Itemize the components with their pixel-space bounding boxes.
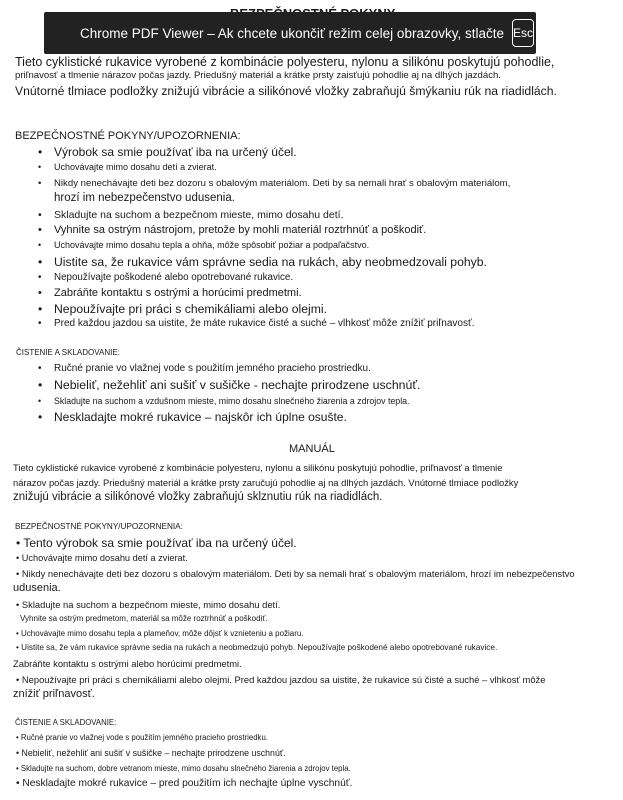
page2-safety-heading: BEZPEČNOSTNÉ POKYNY/UPOZORNENIA: bbox=[15, 522, 183, 531]
page2-cleaning-item: • Ručné pranie vo vlažnej vode s použitím jemného pracieho prostriedku. bbox=[16, 733, 268, 742]
page2-line: • Skladujte na suchom a bezpečnom mieste, mimo dosahu detí. bbox=[16, 599, 281, 610]
page2-line: Vyhnite sa ostrým predmetom, materiál sa môže roztrhnúť a poškodiť. bbox=[20, 614, 268, 623]
page1-cleaning-item: • Nebieliť, nežehliť ani sušiť v sušičke - nechajte prirodzene uschnúť. bbox=[54, 378, 420, 392]
page2-cleaning-item: • Nebieliť, nežehliť ani sušiť v sušičke – nechajte prirodzene uschnúť. bbox=[16, 748, 286, 758]
page2-cleaning-heading: ČISTENIE A SKLADOVANIE: bbox=[15, 718, 117, 727]
page2-intro-line: Tieto cyklistické rukavice vyrobené z kombinácie polyesteru, nylonu a silikónu poskytujú pohodlie, priľnavosť a tlmenie bbox=[13, 462, 503, 473]
page2-line: Zabráňte kontaktu s ostrými alebo horúcimi predmetmi. bbox=[13, 658, 242, 669]
page2-line: • Uchovávajte mimo dosahu tepla a plameňov, môže dôjsť k vznieteniu a požiaru. bbox=[16, 629, 304, 638]
page2-line-text: Uistite sa, že vám rukavice správne sedia na rukách a neobmedzujú pohyb. Nepoužívajte poškodené alebo opotrebované rukavice. bbox=[21, 643, 498, 652]
page1-safety-item: • Uchovávajte mimo dosahu detí a zvierat. bbox=[54, 162, 217, 172]
page1-safety-item: • Nepoužívajte poškodené alebo opotrebované rukavice. bbox=[54, 272, 293, 283]
page2-line-text: Nepoužívajte pri práci s chemikáliami alebo olejmi. Pred každou jazdou sa uistite, že rukavice sú čisté a suché – vlhkosť môže bbox=[21, 674, 546, 685]
page1-safety-item: • Výrobok sa smie používať iba na určený účel. bbox=[54, 145, 297, 159]
fullscreen-message: Chrome PDF Viewer – Ak chcete ukončiť režim celej obrazovky, stlačte bbox=[80, 25, 504, 41]
page1-safety-item: • Pred každou jazdou sa uistite, že máte rukavice čisté a suché – vlhkosť môže znížiť priľnavosť. bbox=[54, 318, 474, 329]
page1-safety-item: • Uchovávajte mimo dosahu tepla a ohňa, môže spôsobiť požiar a podpaľačstvo. bbox=[54, 240, 369, 250]
page2-line: • Uistite sa, že vám rukavice správne sedia na rukách a neobmedzujú pohyb. Nepoužívajte poškodené alebo opotrebované rukavice. bbox=[16, 643, 498, 652]
page1-cleaning-item: • Skladujte na suchom a vzdušnom mieste, mimo dosahu slnečného žiarenia a zdrojov tepla. bbox=[54, 396, 410, 406]
page2-line: • Nikdy nenechávajte deti bez dozoru s obalovým materiálom. Deti by sa nemali hrať s obalovým materiálom, hrozí im nebezpečenstvo bbox=[16, 568, 575, 579]
page2-line: znížiť priľnavosť. bbox=[13, 688, 95, 700]
page2-intro-line: nárazov počas jazdy. Priedušný materiál a krátke prsty zaručujú pohodlie aj na dlhých jazdách. Vnútorné tlmiace podložky bbox=[13, 477, 519, 488]
page1-intro-line: Vnútorné tlmiace podložky znižujú vibrácie a silikónové vložky zabraňujú šmýkaniu rúk na riadidlách. bbox=[15, 84, 557, 98]
page2-line: • Nepoužívajte pri práci s chemikáliami alebo olejmi. Pred každou jazdou sa uistite, že rukavice sú čisté a suché – vlhkosť môže bbox=[16, 674, 546, 685]
page1-safety-heading: BEZPEČNOSTNÉ POKYNY/UPOZORNENIA: bbox=[15, 130, 241, 142]
page1-safety-item: • Nikdy nenechávajte deti bez dozoru s obalovým materiálom. Deti by sa nemali hrať s obalovým materiálom, bbox=[54, 178, 510, 189]
page2-title: MANUÁL bbox=[289, 443, 335, 455]
page2-cleaning-item: • Skladujte na suchom, dobre vetranom mieste, mimo dosahu slnečného žiarenia a zdrojov tepla. bbox=[16, 764, 351, 773]
page2-cleaning-text: Skladujte na suchom, dobre vetranom mieste, mimo dosahu slnečného žiarenia a zdrojov tepla. bbox=[20, 764, 351, 773]
page2-cleaning-text: Ručné pranie vo vlažnej vode s použitím jemného pracieho prostriedku. bbox=[20, 733, 268, 742]
esc-key-button[interactable]: Esc bbox=[512, 19, 534, 47]
page1-intro-line: Tieto cyklistické rukavice vyrobené z kombinácie polyesteru, nylonu a silikónu poskytujú pohodlie, bbox=[15, 55, 555, 69]
page2-line-text: Uchovávajte mimo dosahu tepla a plameňov, môže dôjsť k vznieteniu a požiaru. bbox=[21, 629, 304, 638]
fullscreen-exit-notification bbox=[44, 12, 536, 54]
page2-line-text: Skladujte na suchom a bezpečnom mieste, mimo dosahu detí. bbox=[21, 599, 281, 610]
page2-line: • Tento výrobok sa smie používať iba na určený účel. bbox=[16, 536, 297, 550]
page2-cleaning-item: • Neskladajte mokré rukavice – pred použitím ich nechajte úplne vyschnúť. bbox=[16, 778, 353, 789]
page1-safety-item: • Zabráňte kontaktu s ostrými a horúcimi predmetmi. bbox=[54, 287, 302, 299]
page1-safety-item-cont: hrozí im nebezpečenstvo udusenia. bbox=[54, 192, 235, 204]
page2-line-text: Uchovávajte mimo dosahu detí a zvierat. bbox=[21, 553, 188, 563]
page1-cleaning-item: • Neskladajte mokré rukavice – najskôr ich úplne osušte. bbox=[54, 410, 347, 424]
page2-cleaning-text: Neskladajte mokré rukavice – pred použitím ich nechajte úplne vyschnúť. bbox=[22, 778, 353, 789]
page2-intro-line: znižujú vibrácie a silikónové vložky zabraňujú sklznutiu rúk na riadidlách. bbox=[13, 491, 383, 503]
page2-line: • Uchovávajte mimo dosahu detí a zvierat. bbox=[16, 553, 188, 563]
page1-cleaning-item: • Ručné pranie vo vlažnej vode s použitím jemného pracieho prostriedku. bbox=[54, 363, 371, 374]
page1-safety-item: • Nepoužívajte pri práci s chemikáliami alebo olejmi. bbox=[54, 302, 327, 316]
page2-line-text: Nikdy nenechávajte deti bez dozoru s obalovým materiálom. Deti by sa nemali hrať s obalovým materiálom, hrozí im nebezpečenstvo bbox=[21, 568, 575, 579]
page1-safety-item: • Vyhnite sa ostrým nástrojom, pretože by mohli materiál roztrhnúť a poškodiť. bbox=[54, 224, 426, 236]
page1-cleaning-heading: ČISTENIE A SKLADOVANIE: bbox=[16, 348, 120, 357]
page2-cleaning-text: Nebieliť, nežehliť ani sušiť v sušičke – nechajte prirodzene uschnúť. bbox=[21, 748, 286, 758]
page2-line: udusenia. bbox=[13, 582, 61, 594]
page1-intro-line: priľnavosť a tlmenie nárazov počas jazdy. Priedušný materiál a krátke prsty zaisťujú pohodlie aj na dlhých jazdách. bbox=[15, 70, 502, 81]
page1-safety-item: • Skladujte na suchom a bezpečnom mieste, mimo dosahu detí. bbox=[54, 209, 344, 221]
page1-safety-item: • Uistite sa, že rukavice vám správne sedia na rukách, aby neobmedzovali pohyb. bbox=[54, 255, 487, 269]
page2-line-text: Tento výrobok sa smie používať iba na určený účel. bbox=[23, 536, 297, 550]
